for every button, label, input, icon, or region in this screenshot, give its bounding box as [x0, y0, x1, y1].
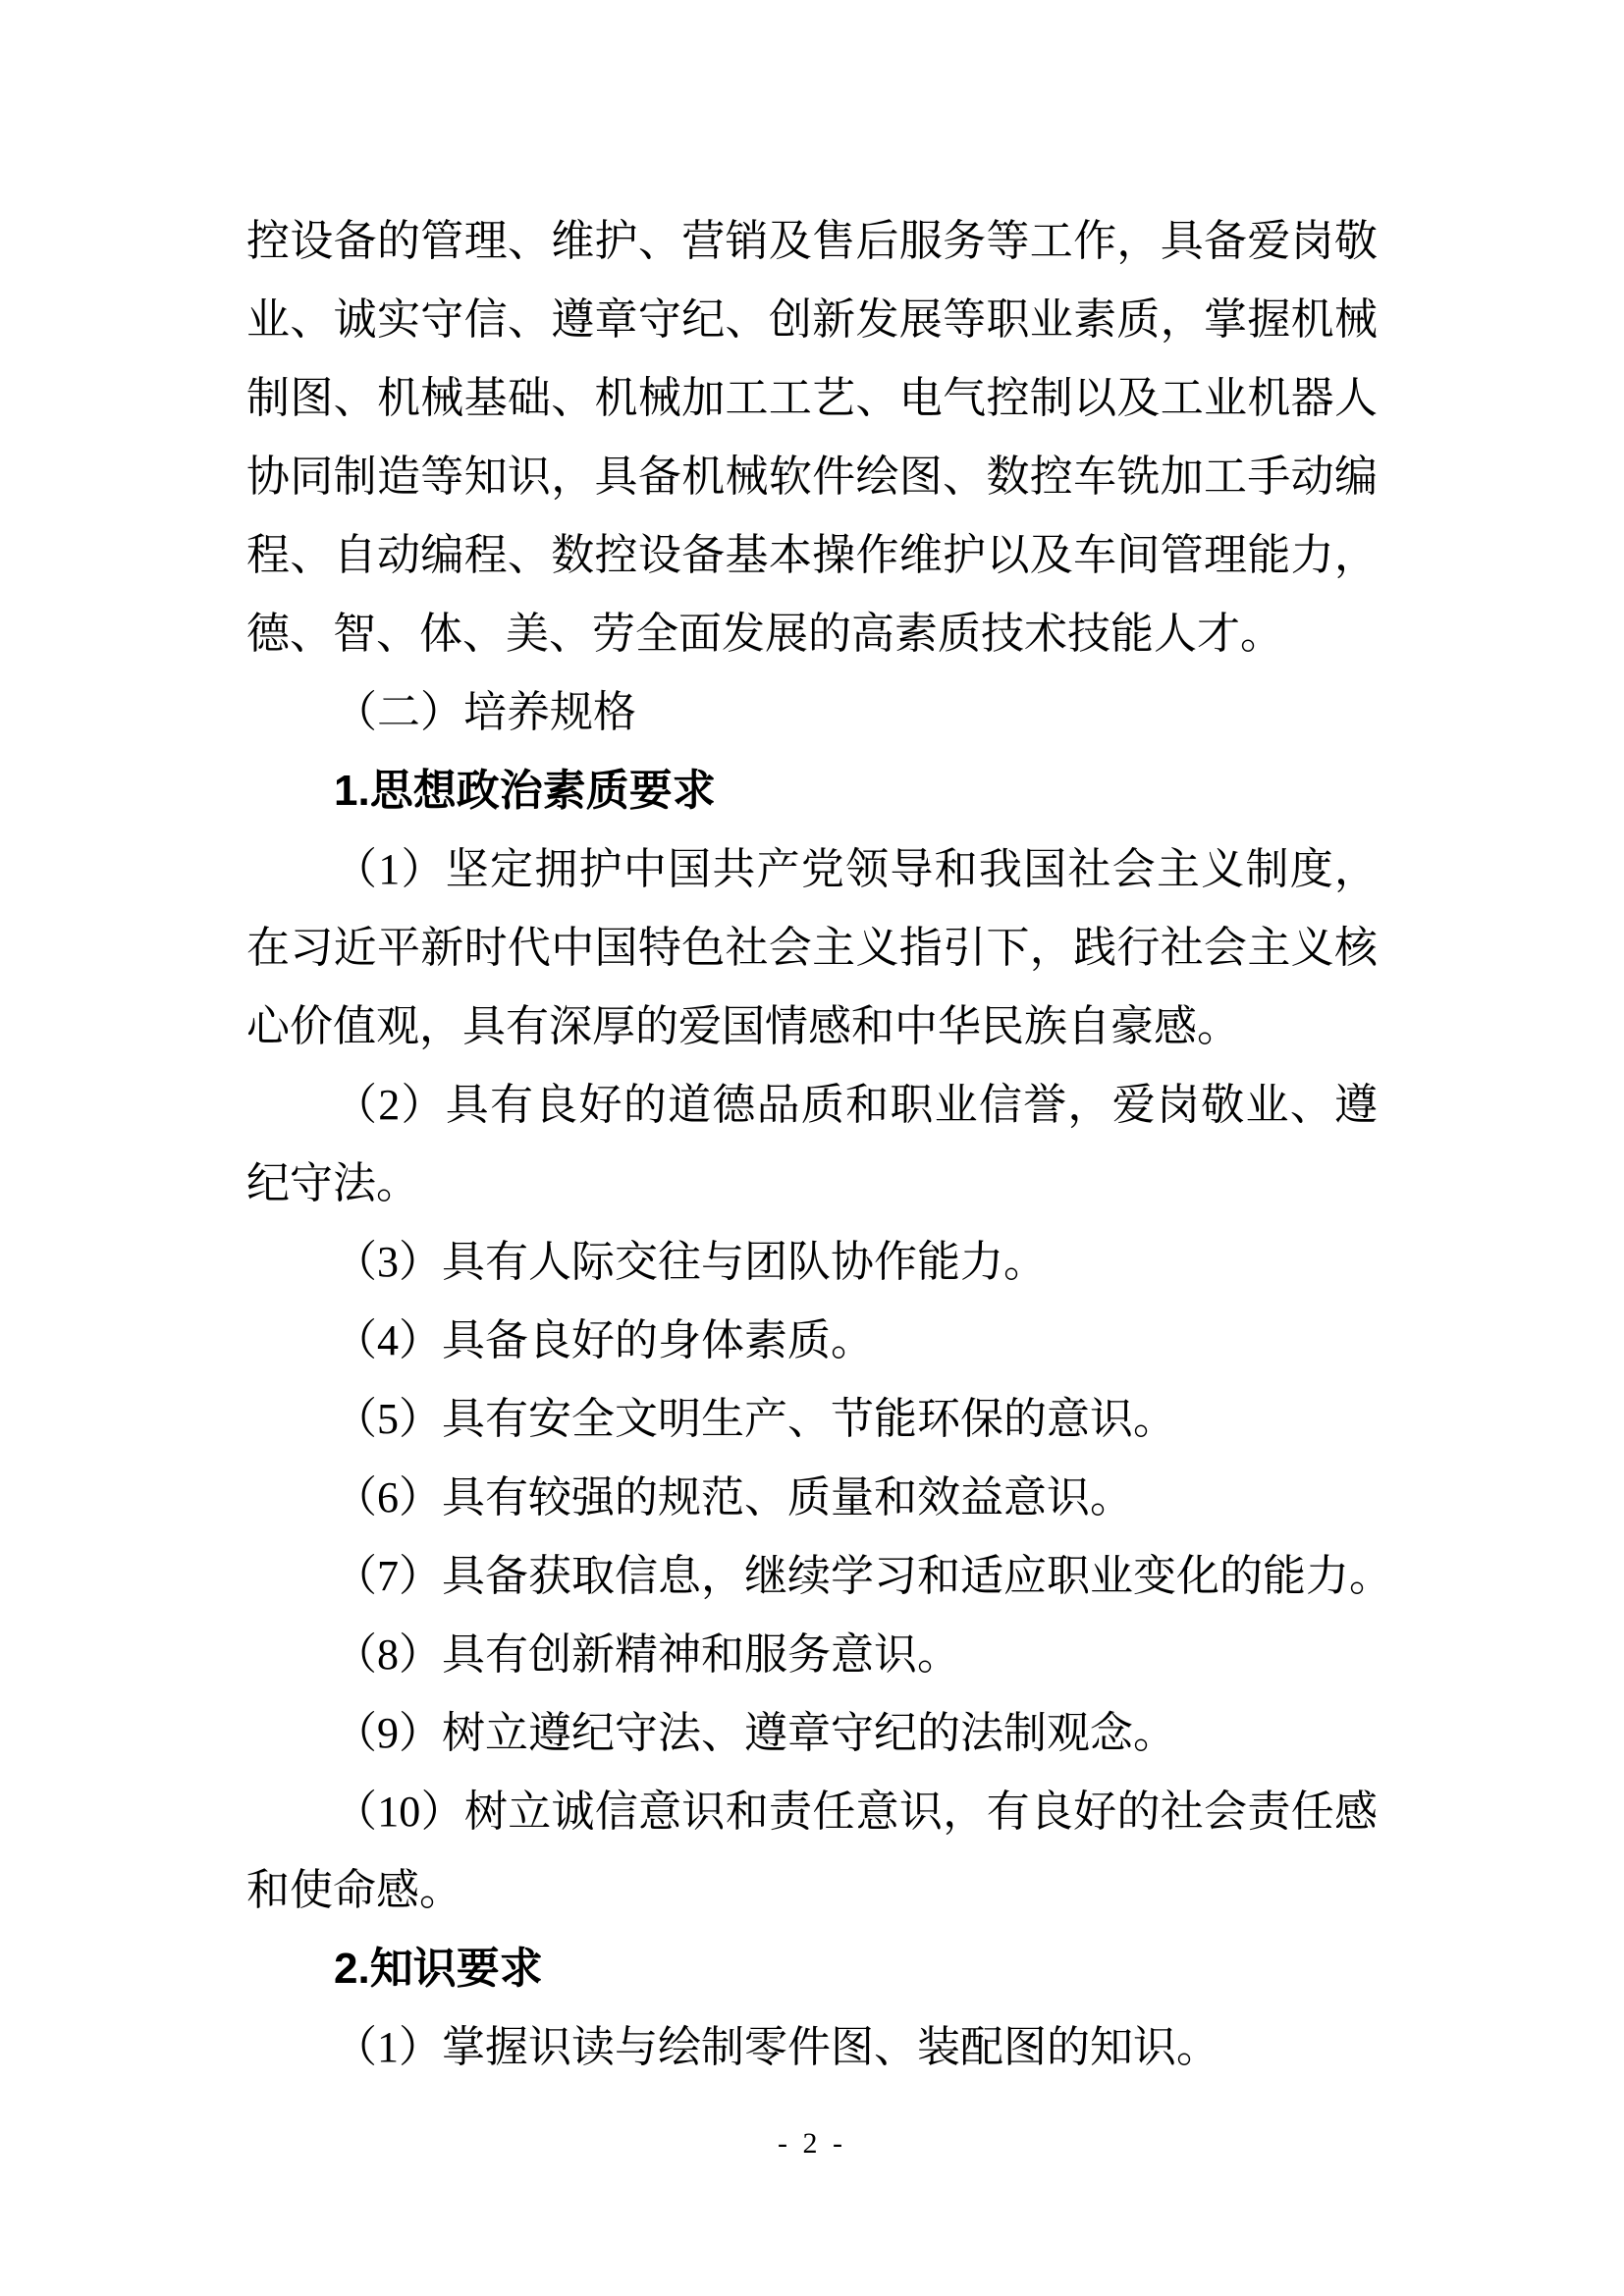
text-line: （7）具备获取信息，继续学习和适应职业变化的能力。 [334, 1552, 1392, 1600]
text-line: （6）具有较强的规范、质量和效益意识。 [334, 1473, 1133, 1522]
subsection-heading: 1.思想政治素质要求 [334, 767, 716, 815]
text-line: 程、自动编程、数控设备基本操作维护以及车间管理能力， [246, 531, 1378, 579]
text-line: （9）树立遵纪守法、遵章守纪的法制观念。 [334, 1709, 1176, 1757]
text-line: 在习近平新时代中国特色社会主义指引下，践行社会主义核 [246, 924, 1378, 972]
text-line: （2）具有良好的道德品质和职业信誉，爱岗敬业、遵 [334, 1081, 1378, 1129]
text-line: （1）掌握识读与绘制零件图、装配图的知识。 [334, 2023, 1219, 2071]
text-line: 德、智、体、美、劳全面发展的高素质技术技能人才。 [246, 610, 1283, 658]
text-line: （4）具备良好的身体素质。 [334, 1316, 874, 1364]
text-line: 和使命感。 [246, 1866, 462, 1914]
text-line: 协同制造等知识，具备机械软件绘图、数控车铣加工手动编 [246, 453, 1378, 501]
page-number: - 2 - [778, 2127, 846, 2160]
text-line: （1）坚定拥护中国共产党领导和我国社会主义制度， [334, 845, 1378, 893]
text-line: 业、诚实守信、遵章守纪、创新发展等职业素质，掌握机械 [246, 295, 1378, 344]
document-body [246, 202, 1392, 2087]
text-line: （3）具有人际交往与团队协作能力。 [334, 1238, 1047, 1286]
text-line: （5）具有安全文明生产、节能环保的意识。 [334, 1395, 1176, 1443]
text-line: 控设备的管理、维护、营销及售后服务等工作，具备爱岗敬 [246, 217, 1378, 265]
subsection-heading: 2.知识要求 [334, 1945, 543, 1993]
text-line: （8）具有创新精神和服务意识。 [334, 1630, 960, 1679]
text-line: 纪守法。 [246, 1159, 419, 1207]
section-heading: （二）培养规格 [334, 688, 636, 736]
text-line: （10）树立诚信意识和责任意识，有良好的社会责任感 [334, 1788, 1378, 1836]
text-line: 制图、机械基础、机械加工工艺、电气控制以及工业机器人 [246, 374, 1378, 422]
text-line: 心价值观，具有深厚的爱国情感和中华民族自豪感。 [246, 1002, 1240, 1050]
